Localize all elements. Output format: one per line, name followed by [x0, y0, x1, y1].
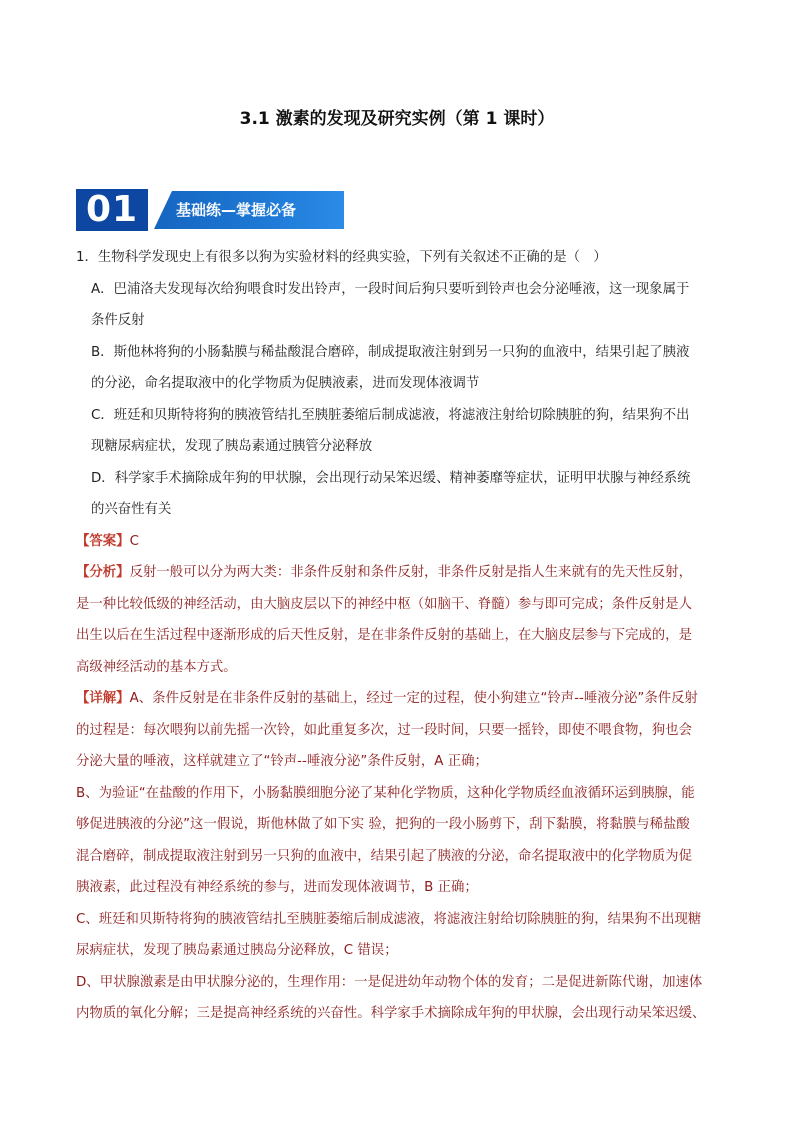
option-b-cont: 的分泌，命名提取液中的化学物质为促胰液素，进而发现体液调节	[91, 376, 480, 391]
answer-value: C	[129, 533, 139, 549]
question-block	[76, 242, 726, 1030]
question-stem: 1．生物科学发现史上有很多以狗为实验材料的经典实验，下列有关叙述不正确的是（ ）	[76, 250, 607, 265]
detail-line-8: C、班廷和贝斯特将狗的胰液管结扎至胰脏萎缩后制成滤液，将滤液注射给切除胰脏的狗，结果狗不出现糖	[76, 911, 702, 927]
analysis-line-3: 出生以后在生活过程中逐渐形成的后天性反射，是在非条件反射的基础上，在大脑皮层参与下完成的，是	[76, 628, 692, 643]
answer-tag: 【答案】	[76, 533, 130, 549]
option-d: D．科学家手术摘除成年狗的甲状腺，会出现行动呆笨迟缓、精神萎靡等症状，证明甲状腺与神经系统	[91, 470, 691, 486]
detail-line-7: 胰液素，此过程没有神经系统的参与，进而发现体液调节，B 正确；	[76, 880, 478, 895]
section-banner	[76, 189, 344, 231]
detail-line-3: 分泌大量的唾液，这样就建立了“铃声--唾液分泌”条件反射，A 正确；	[76, 754, 488, 769]
section-label: 基础练—掌握必备	[176, 201, 297, 219]
option-a-cont: 条件反射	[91, 313, 145, 328]
option-c-cont: 现糖尿病症状，发现了胰岛素通过胰管分泌释放	[91, 439, 373, 454]
section-number: 01	[76, 189, 148, 231]
detail-line-4: B、为验证“在盐酸的作用下，小肠黏膜细胞分泌了某种化学物质，这种化学物质经血液循环运到胰腺，能	[76, 785, 695, 801]
detail-line-9: 尿病症状，发现了胰岛素通过胰岛分泌释放，C 错误；	[76, 943, 398, 958]
detail-line-6: 混合磨碎，制成提取液注射到另一只狗的血液中，结果引起了胰液的分泌，命名提取液中的化学物质为促	[76, 848, 692, 864]
detail-line-2: 的过程是：每次喂狗以前先摇一次铃，如此重复多次，过一段时间，只要一摇铃，即使不喂食物，狗也会	[76, 722, 692, 738]
detail-line-5: 够促进胰液的分泌”这一假说，斯他林做了如下实 验，把狗的一段小肠剪下，刮下黏膜，将黏膜与稀盐酸	[76, 817, 690, 832]
detail-tag: 【详解】	[76, 691, 130, 706]
option-c: C．班廷和贝斯特将狗的胰液管结扎至胰脏萎缩后制成滤液，将滤液注射给切除胰脏的狗，结果狗不出	[91, 407, 690, 423]
option-b: B．斯他林将狗的小肠黏膜与稀盐酸混合磨碎，制成提取液注射到另一只狗的血液中，结果引起了胰液	[91, 344, 690, 360]
detail-line-11: 内物质的氧化分解；三是提高神经系统的兴奋性。科学家手术摘除成年狗的甲状腺，会出现行动呆笨迟缓、	[76, 1006, 706, 1021]
analysis-line-2: 是一种比较低级的神经活动，由大脑皮层以下的神经中枢（如脑干、脊髓）参与即可完成；条件反射是人	[76, 596, 692, 612]
option-d-cont: 的兴奋性有关	[91, 502, 172, 517]
option-a: A．巴浦洛夫发现每次给狗喂食时发出铃声，一段时间后狗只要听到铃声也会分泌唾液，这一现象属于	[91, 281, 690, 297]
analysis-text-1: 反射一般可以分为两大类：非条件反射和条件反射，非条件反射是指人生来就有的先天性反射，	[129, 565, 692, 580]
detail-line-10: D、甲状腺激素是由甲状腺分泌的，生理作用：一是促进幼年动物个体的发育；二是促进新陈代谢，加速体	[76, 974, 703, 990]
analysis-line-4: 高级神经活动的基本方式。	[76, 659, 237, 675]
analysis-line-1	[76, 557, 726, 589]
detail-text-1: A、条件反射是在非条件反射的基础上，经过一定的过程，使小狗建立“铃声--唾液分泌”条件反射	[129, 691, 698, 706]
answer-line	[76, 526, 726, 558]
detail-line-1	[76, 683, 726, 715]
document-title: 3.1 激素的发现及研究实例（第 1 课时）	[239, 109, 555, 129]
analysis-tag: 【分析】	[76, 565, 130, 580]
